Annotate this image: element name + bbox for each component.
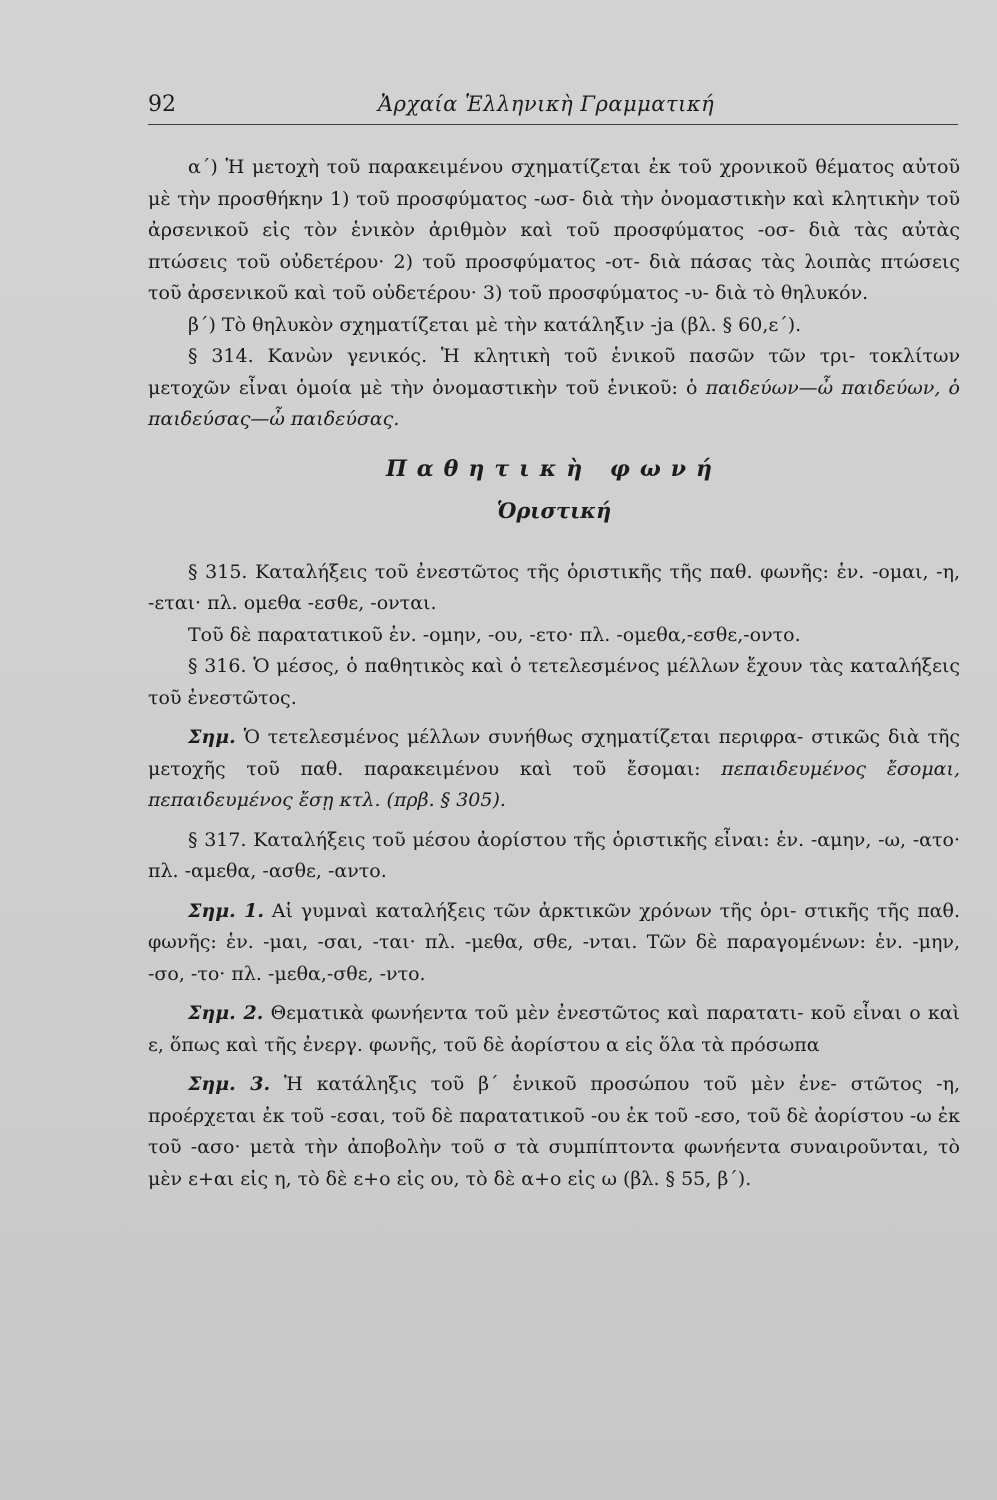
spacer xyxy=(148,1061,960,1069)
page-header xyxy=(148,92,960,124)
note-317-3 xyxy=(148,1069,960,1195)
text-line: § 317. Καταλήξεις τοῦ μέσου ἀορίστου τῆς ὁριστικῆς εἶναι: xyxy=(188,828,770,851)
text-line: § 316. Ὁ μέσος, ὁ παθητικὸς καὶ ὁ τετελεσμένος μέλλων ἔχουν xyxy=(188,655,803,677)
text-line: ἑν. -αμην, -ω, -ατο· πλ. -αμεθα, -ασθε, -αντο. xyxy=(148,828,960,882)
text-line: παιδεύων—ὦ παιδεύων, ὁ παιδεύσας—ὦ παιδεύσας. xyxy=(148,376,960,430)
text-line: β΄) Τὸ θηλυκὸν σχηματίζεται μὲ τὴν κατάληξιν -ja (βλ. § 60,ε΄). xyxy=(188,313,802,336)
paragraph-314 xyxy=(148,341,960,436)
text-line: Αἱ γυμναὶ καταλήξεις τῶν ἀρκτικῶν χρόνων τῆς ὁρι- xyxy=(271,899,797,922)
text-line: τὰς καταλήξεις τοῦ ἐνεστῶτος. xyxy=(148,655,960,709)
paragraph-313a xyxy=(148,152,960,310)
text-line: Ἡ κατάληξις τοῦ β΄ ἑνικοῦ προσώπου τοῦ μὲν ἐνε- xyxy=(284,1073,837,1095)
text-line: προσφύματος -οτ- διὰ πάσας τὰς λοιπὰς πτώσεις τοῦ ἀρσενικοῦ καὶ xyxy=(148,250,960,304)
note-label: Σημ. xyxy=(188,726,236,748)
text-line: στικῶς διὰ τῆς μετοχῆς τοῦ παθ. παρακειμένου καὶ τοῦ ἔσομαι: xyxy=(148,726,961,780)
text-line: α΄) Ἡ μετοχὴ τοῦ παρακειμένου σχηματίζεται ἐκ τοῦ χρονικοῦ xyxy=(188,156,808,178)
spacer xyxy=(148,990,960,998)
note-label: Σημ. 3. xyxy=(188,1073,271,1095)
text-line: θέματος αὐτοῦ μὲ τὴν προσθήκην 1) τοῦ προσφύματος -ωσ- διὰ τὴν xyxy=(148,156,960,210)
text-line: Ὁ τετελεσμένος μέλλων συνήθως σχηματίζεται περιφρα- xyxy=(243,726,804,748)
note-317-2 xyxy=(148,998,960,1061)
text-line: πεπαιδευμένος ἔσομαι, πεπαιδευμένος ἔσῃ κτλ. (πρβ. § 305). xyxy=(148,757,960,811)
text-line: τὰ συμπίπτοντα φωνήεντα συναιροῦνται, τὸ μὲν ε+αι εἰς η, τὸ δὲ xyxy=(148,1136,960,1190)
text-line: -εσο, τοῦ δὲ ἀορίστου -ω ἐκ τοῦ -ασο· μετὰ τὴν ἀποβολὴν τοῦ σ xyxy=(148,1104,960,1158)
header-rule xyxy=(148,124,958,125)
text-line: τοῦ προσφύματος -οσ- διὰ τὰς αὐτὰς πτώσεις τοῦ οὐδετέρου· 2) τοῦ xyxy=(148,219,960,273)
text-line: στῶτος -η, προέρχεται ἐκ τοῦ -εσαι, τοῦ δὲ παρατατικοῦ -ου ἐκ τοῦ xyxy=(148,1073,960,1127)
section-title: Παθητικὴ φωνή xyxy=(385,455,723,482)
paragraph-317 xyxy=(148,825,960,888)
subsection-title: Ὁριστική xyxy=(496,498,612,523)
page-number: 92 xyxy=(148,92,176,117)
text-line: § 314. Κανὼν γενικός. Ἡ κλητικὴ τοῦ ἑνικοῦ πασῶν τῶν τρι- xyxy=(188,345,856,367)
text-line: Τοῦ δὲ παρατατικοῦ ἑν. -ομην, -ου, -ετο· πλ. -ομεθα,-εσθε,-οντο. xyxy=(188,623,801,646)
note-316 xyxy=(148,722,960,817)
text-line: ε+ο εἰς ου, τὸ δὲ α+ο εἰς ω (βλ. § 55, β΄). xyxy=(353,1167,752,1190)
body-text xyxy=(148,152,960,1195)
spacer xyxy=(148,817,960,825)
text-line: Θεματικὰ φωνήεντα τοῦ μὲν ἐνεστῶτος καὶ παρατατι- xyxy=(270,1002,804,1024)
note-317-1 xyxy=(148,896,960,991)
text-line: κοῦ εἶναι ο καὶ ε, ὅπως καὶ τῆς ἐνεργ. φωνῆς, τοῦ δὲ ἀορίστου α xyxy=(148,1002,960,1056)
spacer xyxy=(148,888,960,896)
text-line: στικῆς τῆς παθ. φωνῆς: ἑν. -μαι, -σαι, -ται· πλ. -μεθα, σθε, -νται. xyxy=(148,899,960,953)
text-line: τοῦ οὐδετέρου· 3) τοῦ προσφύματος -υ- διὰ τὸ θηλυκόν. xyxy=(332,282,869,304)
text-line: εἰς ὅλα τὰ πρόσωπα xyxy=(624,1033,820,1056)
paragraph-315b xyxy=(148,620,960,652)
spacer xyxy=(148,714,960,722)
text-line: § 315. Καταλήξεις τοῦ ἐνεστῶτος τῆς ὁριστικῆς τῆς παθ. φωνῆς: xyxy=(188,560,829,583)
note-label: Σημ. 2. xyxy=(188,1002,264,1024)
text-line: Τῶν δὲ παραγομένων: ἑν. -μην, -σο, -το· πλ. -μεθα,-σθε, -ντο. xyxy=(148,931,960,985)
paragraph-316 xyxy=(148,651,960,714)
text-line: ἑν. -ομαι, -η, -εται· πλ. ομεθα -εσθε, -ονται. xyxy=(148,560,960,614)
text-line: τοκλίτων μετοχῶν εἶναι ὁμοία μὲ τὴν ὀνομαστικὴν τοῦ ἑνικοῦ: ὁ xyxy=(148,345,960,399)
note-label: Σημ. 1. xyxy=(188,899,264,922)
text-line: ὀνομαστικὴν καὶ κλητικὴν τοῦ ἀρσενικοῦ εἰς τὸν ἑνικὸν ἀριθμὸν καὶ xyxy=(148,187,960,241)
running-title: Ἀρχαία Ἑλληνικὴ Γραμματική xyxy=(378,92,715,116)
paragraph-315 xyxy=(148,557,960,620)
paragraph-313b xyxy=(148,310,960,342)
